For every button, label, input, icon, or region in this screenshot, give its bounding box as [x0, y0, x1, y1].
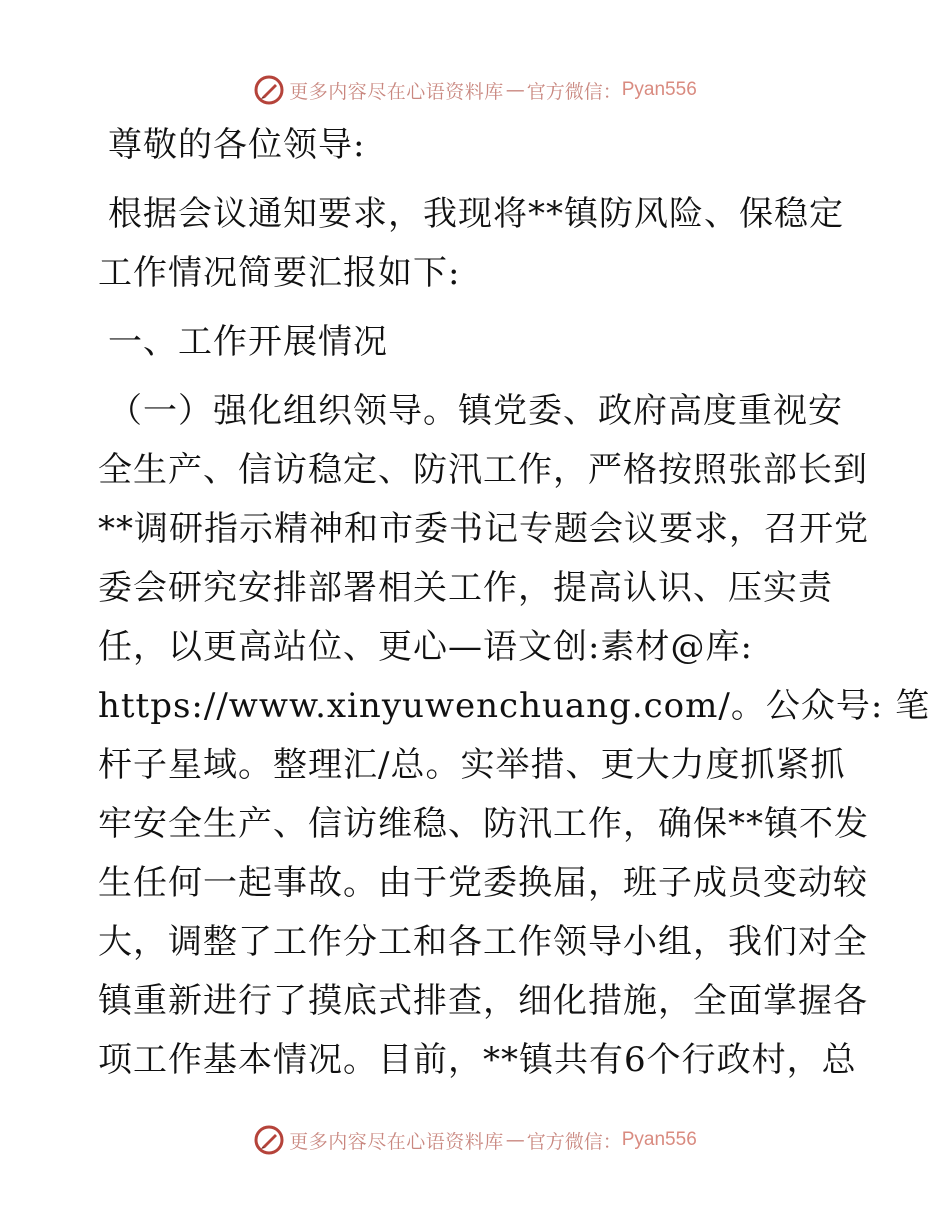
footer-banner [0, 1120, 950, 1160]
paragraph-line: https://www.xinyuwenchuang.com/。公众号: 笔 [98, 686, 931, 726]
greeting: 尊敬的各位领导: [108, 125, 366, 165]
header-banner [0, 70, 950, 110]
banner-wechat-label: 官方微信： [526, 1130, 622, 1153]
paragraph-line: 任，以更高站位、更心—语文创:素材@库: [98, 627, 753, 667]
paragraph-line: 项工作基本情况。目前，**镇共有6个行政村，总 [98, 1040, 857, 1080]
paragraph-line: 镇重新进行了摸底式排查，细化措施，全面掌握各 [98, 981, 868, 1021]
intro-line: 根据会议通知要求，我现将**镇防风险、保稳定 [108, 194, 844, 234]
paragraph-line: 牢安全生产、信访维稳、防汛工作，确保**镇不发 [98, 804, 869, 844]
banner-separator: — [505, 79, 525, 101]
banner-separator: — [505, 1129, 525, 1151]
paragraph-line: 杆子星域。整理汇/总。实举措、更大力度抓紧抓 [98, 745, 846, 785]
banner-wechat-id: Pyan556 [621, 79, 697, 100]
paragraph-line: 委会研究安排部署相关工作，提高认识、压实责 [98, 568, 833, 608]
section-heading: 一、工作开展情况 [108, 322, 388, 362]
document-body [98, 116, 931, 1090]
banner-wechat-label: 官方微信： [526, 80, 622, 103]
paragraph-line: **调研指示精神和市委书记专题会议要求，召开党 [98, 509, 869, 549]
paragraph-line: 生任何一起事故。由于党委换届，班子成员变动较 [98, 863, 868, 903]
paragraph-line: （一）强化组织领导。镇党委、政府高度重视安 [108, 391, 843, 431]
banner-text: 更多内容尽在心语资料库 [289, 1130, 504, 1153]
pen-logo-icon [253, 1124, 285, 1156]
intro-line: 工作情况简要汇报如下: [98, 253, 461, 293]
banner-text: 更多内容尽在心语资料库 [289, 80, 504, 103]
paragraph-line: 大，调整了工作分工和各工作领导小组，我们对全 [98, 922, 868, 962]
pen-logo-icon [253, 74, 285, 106]
paragraph-line: 全生产、信访稳定、防汛工作，严格按照张部长到 [98, 450, 868, 490]
banner-wechat-id: Pyan556 [621, 1129, 697, 1150]
